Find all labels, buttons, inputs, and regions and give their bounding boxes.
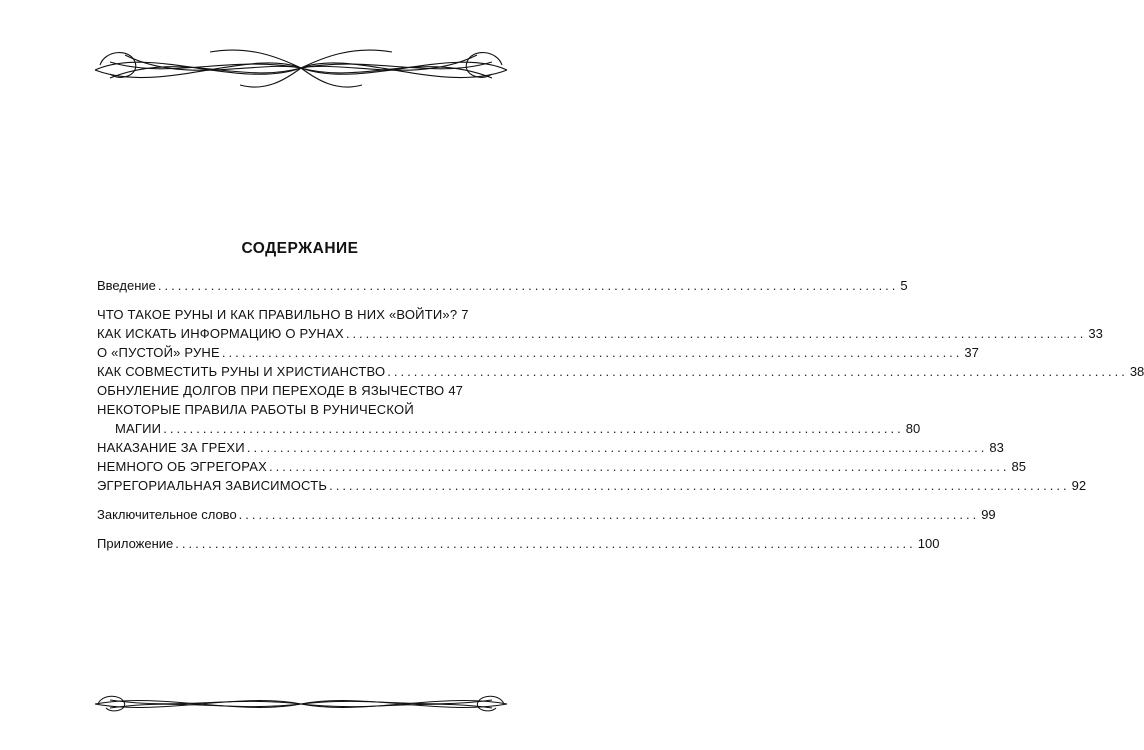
leader-dots	[387, 362, 1128, 381]
toc-entry-page: 33	[1088, 326, 1103, 341]
leader-dots	[239, 505, 980, 524]
toc-entry-label: ОБНУЛЕНИЕ ДОЛГОВ ПРИ ПЕРЕХОДЕ В ЯЗЫЧЕСТВО	[97, 383, 445, 398]
toc-entry[interactable]	[97, 457, 1026, 476]
toc-entry-label: Введение	[97, 278, 156, 293]
leader-dots	[329, 476, 1070, 495]
toc-entry-page: 85	[1011, 459, 1026, 474]
toc-entry-label: Заключительное слово	[97, 507, 237, 522]
toc-entry-label: КАК СОВМЕСТИТЬ РУНЫ И ХРИСТИАНСТВО	[97, 364, 386, 379]
toc-entry-page: 99	[981, 507, 996, 522]
toc-entry[interactable]	[97, 324, 1103, 343]
toc-entry[interactable]	[97, 400, 921, 438]
leader-dots	[247, 438, 988, 457]
toc-entry[interactable]	[97, 534, 940, 553]
toc-entry-page: 37	[964, 345, 979, 360]
toc-entry-page: 5	[900, 278, 908, 293]
toc-entry[interactable]	[97, 505, 996, 524]
leader-dots	[158, 276, 899, 295]
toc-entry-label: ЭГРЕГОРИАЛЬНАЯ ЗАВИСИМОСТЬ	[97, 478, 328, 493]
toc-entry-label: НАКАЗАНИЕ ЗА ГРЕХИ	[97, 440, 245, 455]
leader-dots	[269, 457, 1010, 476]
toc-entry[interactable]	[97, 276, 908, 295]
toc-entry-page: 80	[905, 421, 921, 436]
toc-entry-label: О «ПУСТОЙ» РУНЕ	[97, 345, 220, 360]
toc-entry[interactable]	[97, 438, 1004, 457]
toc-entry-label: ЧТО ТАКОЕ РУНЫ И КАК ПРАВИЛЬНО В НИХ «ВОЙТИ»?	[97, 307, 458, 322]
toc-entry-label: НЕМНОГО ОБ ЭГРЕГОРАХ	[97, 459, 267, 474]
toc-entry[interactable]	[97, 343, 979, 362]
toc-entry-page: 100	[917, 536, 940, 551]
leader-dots	[222, 343, 963, 362]
toc-entry-label-line2: МАГИИ	[115, 421, 162, 436]
top-ornament	[90, 40, 512, 95]
toc-entry[interactable]	[97, 476, 1087, 495]
toc-entry-page: 38	[1129, 364, 1144, 379]
toc-entry-page: 92	[1071, 478, 1087, 493]
toc-entry[interactable]	[97, 362, 1144, 381]
table-of-contents	[97, 276, 1144, 553]
flourish-ornament-icon	[90, 40, 512, 95]
toc-entry-page: 7	[461, 307, 469, 322]
toc-entry[interactable]	[97, 305, 469, 324]
toc-entry-label: Приложение	[97, 536, 174, 551]
leader-dots	[175, 534, 916, 553]
toc-entry-page: 83	[989, 440, 1004, 455]
toc-entry[interactable]	[97, 381, 462, 400]
toc-title: СОДЕРЖАНИЕ	[241, 240, 359, 257]
toc-entry-page: 47	[448, 383, 463, 398]
leader-dots: ................................................................................................................	[163, 421, 904, 436]
toc-entry-label: КАК ИСКАТЬ ИНФОРМАЦИЮ О РУНАХ	[97, 326, 344, 341]
bottom-ornament	[90, 688, 512, 720]
flourish-ornament-icon	[90, 688, 512, 720]
toc-entry-label-line1: НЕКОТОРЫЕ ПРАВИЛА РАБОТЫ В РУНИЧЕСКОЙ	[97, 402, 414, 417]
leader-dots	[346, 324, 1087, 343]
